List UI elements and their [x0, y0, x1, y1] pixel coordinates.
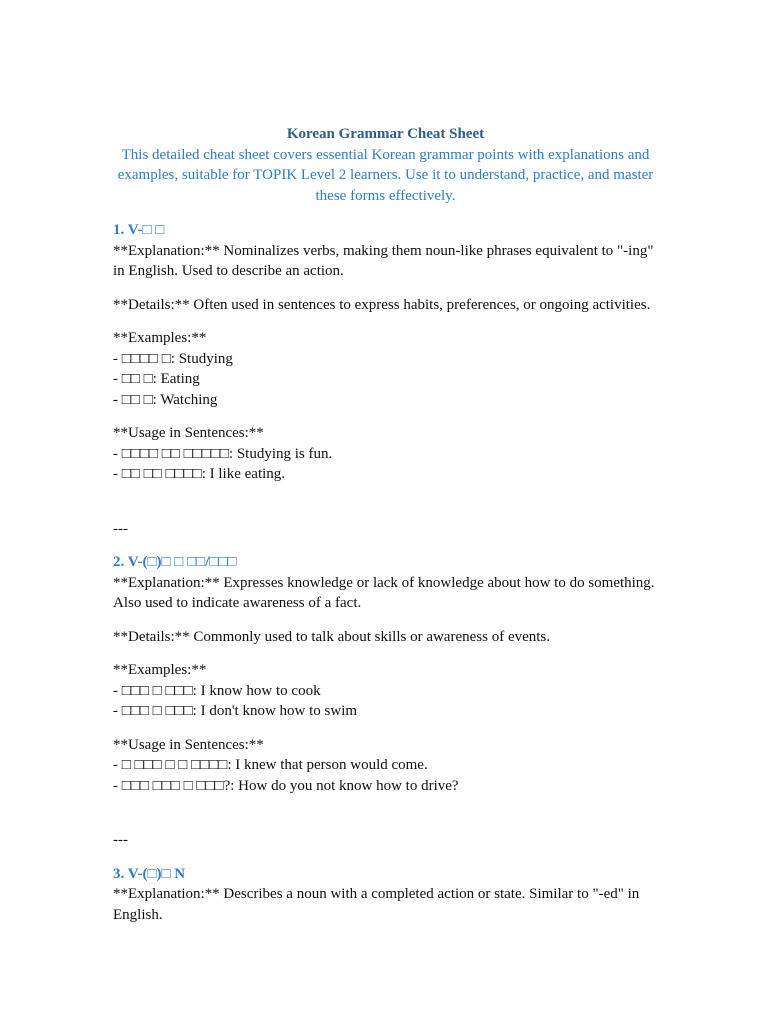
examples-label: **Examples:**	[113, 330, 207, 346]
example-item: - □□□□ □: Studying	[113, 350, 233, 367]
example-item: - □□□ □ □□□: I don't know how to swim	[113, 703, 358, 719]
usage-item: - □□□□ □□ □□□□□: Studying is fun.	[113, 445, 333, 462]
examples-label: **Examples:**	[113, 662, 207, 678]
usage-label: **Usage in Sentences:**	[113, 736, 264, 753]
section-separator: ---	[113, 520, 128, 537]
document-title: Korean Grammar Cheat Sheet	[286, 126, 485, 142]
section-2	[113, 552, 658, 796]
section-explanation: **Explanation:** Describes a noun with a completed action or state. Similar to "-ed" in English.	[113, 886, 640, 923]
section-separator: ---	[113, 832, 128, 848]
section-heading: 1. V-□ □	[113, 222, 165, 238]
section-details: **Details:** Often used in sentences to express habits, preferences, or ongoing activities.	[113, 296, 651, 313]
section-explanation: **Explanation:** Expresses knowledge or lack of knowledge about how to do something. Also used to indicate awareness of a fact.	[113, 574, 655, 611]
example-item: - □□ □: Watching	[113, 391, 218, 408]
section-heading: 2. V-(□)□ □ □□/□□□	[113, 554, 237, 570]
section-explanation: **Explanation:** Nominalizes verbs, making them noun-like phrases equivalent to "-ing" in English. Used to describe an action.	[113, 242, 654, 279]
section-details: **Details:** Commonly used to talk about skills or awareness of events.	[113, 628, 551, 645]
document-page	[113, 124, 658, 925]
section-heading: 3. V-(□)□ N	[113, 865, 186, 882]
example-item: - □□ □: Eating	[113, 371, 200, 387]
usage-item: - □□□ □□□ □ □□□?: How do you not know how to drive?	[113, 777, 459, 794]
document-intro: This detailed cheat sheet covers essential Korean grammar points with explanations and examples, suitable for TOPIK Level 2 learners. Use it to understand, practice, and master these forms effectively.	[117, 146, 654, 204]
section-3	[113, 864, 658, 926]
example-item: - □□□ □ □□□: I know how to cook	[113, 682, 321, 699]
section-1	[113, 220, 658, 485]
usage-label: **Usage in Sentences:**	[113, 425, 264, 441]
usage-item: - □□ □□ □□□□: I like eating.	[113, 466, 286, 482]
usage-item: - □ □□□ □ □ □□□□: I knew that person would come.	[113, 757, 428, 773]
